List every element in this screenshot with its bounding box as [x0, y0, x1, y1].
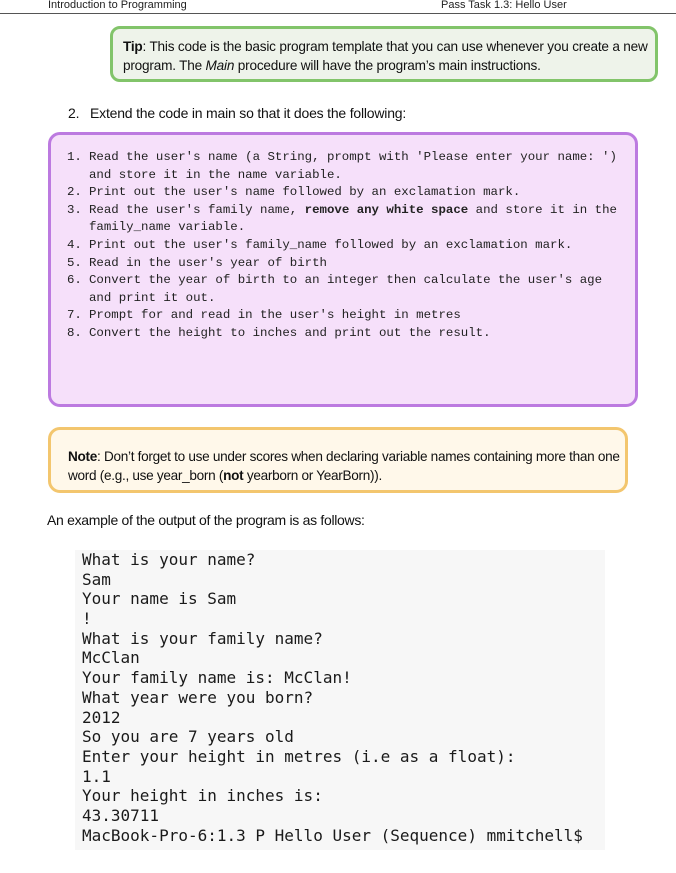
- instruction-item: [67, 272, 627, 307]
- terminal-line: Enter your height in metres (i.e as a float):: [82, 746, 516, 766]
- instruction-text: [89, 149, 627, 184]
- terminal-line: What is your family name?: [82, 628, 323, 648]
- instruction-emphasis: remove any white space: [304, 202, 469, 217]
- instruction-text: [89, 272, 627, 307]
- instruction-number: 7.: [67, 308, 82, 323]
- terminal-line: What is your name?: [82, 550, 256, 569]
- tip-text-before: : This code is the basic program template that you can use whenever you create a new program. The: [123, 39, 648, 73]
- instruction-item: [67, 307, 627, 325]
- instruction-item: [67, 255, 627, 273]
- terminal-line: 2012: [82, 707, 121, 727]
- instruction-fragment: Read the user's family name,: [89, 202, 305, 217]
- terminal-line: MacBook-Pro-6:1.3 P Hello User (Sequence) mmitchell$: [82, 825, 583, 845]
- instruction-number: 6.: [67, 273, 82, 288]
- note-text-after: yearborn or YearBorn)).: [243, 468, 382, 483]
- tip-label: Tip: [123, 39, 143, 54]
- instruction-fragment: Prompt for and read in the user's height in metres: [89, 308, 461, 323]
- task-title: Pass Task 1.3: Hello User: [441, 0, 567, 11]
- instruction-fragment: Convert the height to inches and print out the result.: [89, 325, 491, 340]
- terminal-line: 1.1: [82, 766, 111, 786]
- instruction-item: [67, 184, 627, 202]
- terminal-line: McClan: [82, 648, 140, 668]
- tip-box: [110, 26, 658, 82]
- page-header: [0, 0, 676, 14]
- tip-text-after: procedure will have the program’s main instructions.: [234, 58, 541, 73]
- instructions-list: [67, 149, 627, 343]
- instruction-fragment: and store it in the family_name variable.: [89, 202, 617, 235]
- instruction-fragment: Convert the year of birth to an integer then calculate the user's age and print it out.: [89, 273, 603, 305]
- instruction-text: [89, 255, 627, 273]
- instruction-text: [89, 325, 627, 343]
- instruction-text: [89, 237, 627, 255]
- instruction-item: [67, 237, 627, 255]
- instruction-text: [89, 202, 627, 237]
- instruction-item: [67, 149, 627, 184]
- instruction-number: 1.: [67, 150, 82, 164]
- terminal-line: Sam: [82, 569, 111, 589]
- note-emphasis: not: [223, 468, 244, 483]
- terminal-line: Your height in inches is:: [82, 786, 323, 806]
- instruction-text: [89, 307, 627, 325]
- terminal-line: Your family name is: McClan!: [82, 668, 352, 688]
- instruction-number: 5.: [67, 255, 82, 270]
- terminal-line: Your name is Sam: [82, 589, 237, 609]
- instruction-number: 3.: [67, 202, 82, 217]
- instruction-number: 4.: [67, 237, 82, 252]
- instruction-fragment: Read the user's name (a String, prompt with 'Please enter your name: ') and store it in the name variable.: [89, 150, 617, 182]
- example-intro: An example of the output of the program is as follows:: [47, 512, 365, 528]
- instruction-item: [67, 325, 627, 343]
- instruction-fragment: Print out the user's family_name followed by an exclamation mark.: [89, 237, 573, 252]
- note-text-before: : Don’t forget to use under scores when declaring variable names containing more than one word (e.g., use year_born (: [68, 449, 620, 483]
- note-label: Note: [68, 449, 98, 464]
- instruction-fragment: Print out the user's name followed by an exclamation mark.: [89, 185, 521, 200]
- terminal-line: What year were you born?: [82, 687, 314, 707]
- tip-emphasis: Main: [205, 58, 235, 73]
- step-text: Extend the code in main so that it does the following:: [90, 105, 407, 121]
- note-box: [48, 427, 628, 493]
- instruction-fragment: Read in the user's year of birth: [89, 255, 327, 270]
- course-title: Introduction to Programming: [48, 0, 187, 11]
- terminal-line: !: [82, 609, 92, 629]
- terminal-line: So you are 7 years old: [82, 727, 294, 747]
- instruction-text: [89, 184, 627, 202]
- step-heading: [68, 105, 406, 121]
- terminal-output: [75, 550, 605, 850]
- instructions-box: [48, 132, 638, 407]
- step-number: 2.: [68, 105, 80, 121]
- instruction-number: 2.: [67, 185, 82, 200]
- instruction-item: [67, 202, 627, 237]
- terminal-line: 43.30711: [82, 805, 160, 825]
- instruction-number: 8.: [67, 325, 82, 340]
